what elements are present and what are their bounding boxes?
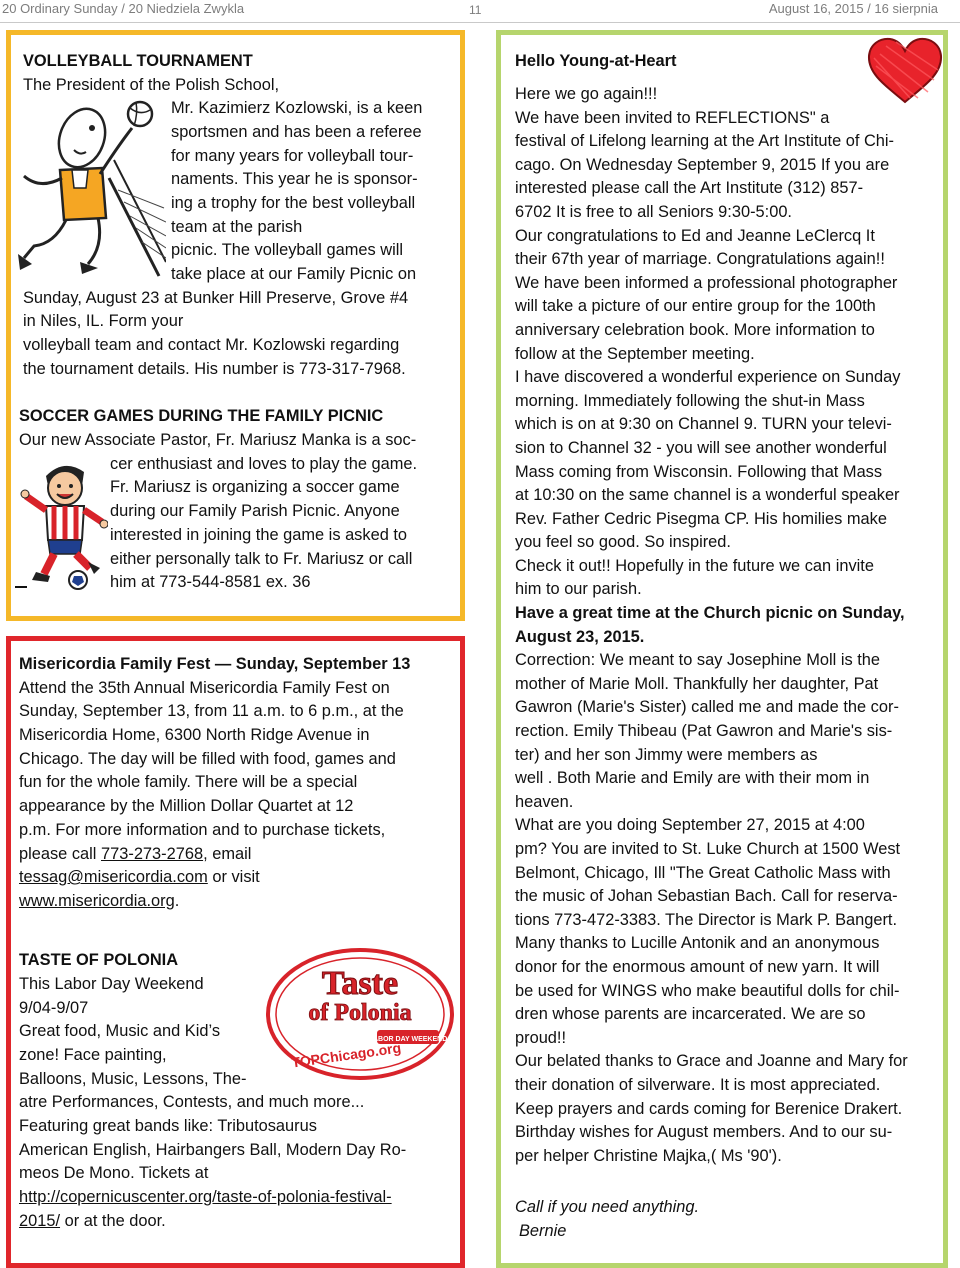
page-number: 11 bbox=[469, 3, 482, 17]
volleyball-line: take place at our Family Picnic on bbox=[171, 265, 417, 283]
volleyball-title: VOLLEYBALL TOURNAMENT bbox=[23, 52, 253, 70]
article-line: Belmont, Chicago, Ill "The Great Catholic Mass with bbox=[515, 863, 891, 882]
article-line: you feel so good. So inspired. bbox=[515, 533, 731, 552]
polonia-link-line2 bbox=[19, 1210, 166, 1234]
soccer-line: either personally talk to Fr. Mariusz or call bbox=[110, 550, 413, 568]
article-line: well . Both Marie and Emily are with their mom in bbox=[515, 769, 870, 788]
volleyball-line: team at the parish bbox=[171, 218, 303, 236]
polonia-line: Balloons, Music, Lessons, The- bbox=[19, 1070, 247, 1088]
article-line: proud!! bbox=[515, 1028, 567, 1047]
polonia-line: Great food, Music and Kid’s bbox=[19, 1022, 221, 1040]
volleyball-line: picnic. The volleyball games will bbox=[171, 241, 403, 259]
misericordia-line: fun for the whole family. There will be a special bbox=[19, 773, 358, 791]
article-line: the music of Johan Sebastian Bach. Call for reserva- bbox=[515, 887, 898, 906]
misericordia-line: Attend the 35th Annual Misericordia Family Fest on bbox=[19, 679, 390, 697]
volleyball-line: the tournament details. His number is 773-317-7968. bbox=[23, 360, 406, 378]
article-line: We have been invited to REFLECTIONS" a bbox=[515, 108, 830, 127]
header-calendar-date: August 16, 2015 / 16 sierpnia bbox=[768, 1, 938, 16]
polonia-line: atre Performances, Contests, and much more... bbox=[19, 1093, 365, 1111]
article-line: Check it out!! Hopefully in the future we can invite bbox=[515, 556, 874, 575]
soccer-title: SOCCER GAMES DURING THE FAMILY PICNIC bbox=[19, 407, 384, 425]
volleyball-line: Mr. Kazimierz Kozlowski, is a keen bbox=[171, 99, 423, 117]
young-at-heart-title: Hello Young-at-Heart bbox=[515, 52, 677, 70]
polonia-line: Featuring great bands like: Tributosaurus bbox=[19, 1117, 317, 1135]
polonia-link[interactable]: http://copernicuscenter.org/taste-of-polonia-festival- bbox=[19, 1188, 392, 1206]
divider-mark bbox=[15, 586, 27, 588]
article-line: ter) and her son Jimmy were members as bbox=[515, 745, 818, 764]
polonia-line: 9/04-9/07 bbox=[19, 999, 89, 1017]
article-line: anniversary celebration book. More information to bbox=[515, 320, 875, 339]
polonia-title: TASTE OF POLONIA bbox=[19, 951, 179, 969]
volleyball-line: Sunday, August 23 at Bunker Hill Preserve, Grove #4 bbox=[23, 289, 409, 307]
volleyball-line: volleyball team and contact Mr. Kozlowski regarding bbox=[23, 336, 400, 354]
volleyball-line: naments. This year he is sponsor- bbox=[171, 170, 418, 188]
email-suffix: or visit bbox=[207, 868, 260, 886]
volleyball-line: sportsmen and has been a referee bbox=[171, 123, 422, 141]
misericordia-contact-line bbox=[19, 843, 251, 867]
picnic-announcement: August 23, 2015. bbox=[515, 627, 645, 646]
article-line: What are you doing September 27, 2015 at 4:00 bbox=[515, 816, 865, 835]
polonia-link-suffix: or at the door. bbox=[60, 1212, 166, 1230]
article-line: Correction: We meant to say Josephine Moll is the bbox=[515, 651, 881, 670]
polonia-line: This Labor Day Weekend bbox=[19, 975, 204, 993]
young-at-heart-text bbox=[515, 83, 908, 1168]
volleyball-line: The President of the Polish School, bbox=[23, 76, 280, 94]
misericordia-line: Chicago. The day will be filled with food, games and bbox=[19, 750, 396, 768]
header-liturgical-date: 20 Ordinary Sunday / 20 Niedziela Zwykla bbox=[2, 1, 245, 16]
soccer-line: him at 773-544-8581 ex. 36 bbox=[110, 573, 311, 591]
misericordia-line: Sunday, September 13, from 11 a.m. to 6 p.m., at the bbox=[19, 702, 404, 720]
misericordia-website-line bbox=[19, 890, 179, 914]
picnic-announcement: Have a great time at the Church picnic on Sunday, bbox=[515, 604, 905, 623]
misericordia-line: p.m. For more information and to purchase tickets, bbox=[19, 821, 386, 839]
website-link[interactable]: www.misericordia.org bbox=[19, 892, 175, 910]
logo-site: TOPChicago.org bbox=[290, 1039, 402, 1071]
article-line: Gawron (Marie's Sister) called me and made the cor- bbox=[515, 698, 899, 717]
soccer-line: during our Family Parish Picnic. Anyone bbox=[110, 502, 400, 520]
article-line: Keep prayers and cards coming for Berenice Drakert. bbox=[515, 1099, 903, 1118]
call-prefix: please call bbox=[19, 845, 102, 863]
article-line: tions 773-472-3383. The Director is Mark P. Bangert. bbox=[515, 910, 898, 929]
article-line: Birthday wishes for August members. And to our su- bbox=[515, 1123, 893, 1142]
article-line: follow at the September meeting. bbox=[515, 344, 755, 363]
article-line: cago. On Wednesday September 9, 2015 If you are bbox=[515, 155, 890, 174]
soccer-line: cer enthusiast and loves to play the game. bbox=[110, 455, 418, 473]
article-line: their 67th year of marriage. Congratulations again!! bbox=[515, 250, 885, 269]
misericordia-title: Misericordia Family Fest — Sunday, September 13 bbox=[19, 655, 411, 673]
phone-link[interactable]: 773-273-2768 bbox=[101, 845, 204, 863]
taste-of-polonia-logo bbox=[265, 948, 455, 1084]
polonia-line: zone! Face painting, bbox=[19, 1046, 167, 1064]
email-link[interactable]: tessag@misericordia.com bbox=[19, 868, 208, 886]
soccer-player-illustration bbox=[20, 456, 108, 590]
article-line: dren whose parents are incarcerated. We are so bbox=[515, 1005, 866, 1024]
email-prefix: , email bbox=[203, 845, 252, 863]
article-line: Rev. Father Cedric Pisegma CP. His homilies make bbox=[515, 509, 887, 528]
misericordia-email-line bbox=[19, 866, 260, 890]
page-header bbox=[0, 0, 960, 23]
article-line: donor for the enormous amount of new yarn. It will bbox=[515, 957, 880, 976]
article-line: Here we go again!!! bbox=[515, 85, 658, 103]
logo-title-1: Taste bbox=[321, 965, 399, 1002]
volleyball-line: ing a trophy for the best volleyball bbox=[171, 194, 416, 212]
volleyball-line: for many years for volleyball tour- bbox=[171, 147, 414, 165]
article-line: him to our parish. bbox=[515, 580, 642, 599]
polonia-line: meos De Mono. Tickets at bbox=[19, 1164, 209, 1182]
soccer-line: Our new Associate Pastor, Fr. Mariusz Manka is a soc- bbox=[19, 431, 417, 449]
article-line: Many thanks to Lucille Antonik and an anonymous bbox=[515, 934, 880, 953]
article-line: pm? You are invited to St. Luke Church at 1500 West bbox=[515, 840, 901, 858]
closing-line: Call if you need anything. bbox=[515, 1198, 700, 1216]
website-suffix: . bbox=[174, 892, 180, 910]
article-line: will take a picture of our entire group for the 100th bbox=[515, 297, 876, 316]
misericordia-line: Misericordia Home, 6300 North Ridge Avenue in bbox=[19, 726, 370, 744]
article-line: Mass coming from Wisconsin. Following that Mass bbox=[515, 462, 883, 481]
misericordia-line: appearance by the Million Dollar Quartet at 12 bbox=[19, 797, 354, 815]
volleyball-player-illustration bbox=[14, 98, 166, 278]
article-line: Our congratulations to Ed and Jeanne LeClercq It bbox=[515, 226, 875, 245]
article-line: rection. Emily Thibeau (Pat Gawron and Marie's sis- bbox=[515, 722, 893, 741]
polonia-line: American English, Hairbangers Ball, Modern Day Ro- bbox=[19, 1141, 407, 1159]
article-line: mother of Marie Moll. Thankfully her daughter, Pat bbox=[515, 674, 879, 693]
soccer-line: Fr. Mariusz is organizing a soccer game bbox=[110, 478, 400, 496]
signature: Bernie bbox=[519, 1222, 567, 1240]
article-line: festival of Lifelong learning at the Art Institute of Chi- bbox=[515, 132, 895, 151]
article-line: morning. Immediately following the shut-in Mass bbox=[515, 391, 865, 410]
article-line: 6702 It is free to all Seniors 9:30-5:00. bbox=[515, 202, 792, 221]
logo-title-2: of Polonia bbox=[308, 1000, 412, 1026]
article-line: which is on at 9:30 on Channel 9. TURN your televi- bbox=[515, 415, 892, 434]
article-line: Our belated thanks to Grace and Joanne and Mary for bbox=[515, 1052, 908, 1071]
article-line: We have been informed a professional photographer bbox=[515, 273, 898, 292]
article-line: per helper Christine Majka,( Ms '90'). bbox=[515, 1146, 782, 1165]
soccer-line: interested in joining the game is asked to bbox=[110, 526, 408, 544]
article-line: at 10:30 on the same channel is a wonderful speaker bbox=[515, 486, 900, 505]
logo-badge: LABOR DAY WEEKEND bbox=[368, 1036, 448, 1043]
article-line: I have discovered a wonderful experience on Sunday bbox=[515, 368, 901, 387]
article-line: be used for WINGS who make beautiful dolls for chil- bbox=[515, 981, 900, 1000]
article-line: heaven. bbox=[515, 792, 574, 811]
polonia-link-continued[interactable]: 2015/ bbox=[19, 1212, 61, 1230]
article-line: interested please call the Art Institute (312) 857- bbox=[515, 179, 864, 198]
volleyball-line: in Niles, IL. Form your bbox=[23, 312, 184, 330]
article-line: sion to Channel 32 - you will see another wonderful bbox=[515, 438, 887, 457]
article-line: their donation of silverware. It is most appreciated. bbox=[515, 1075, 881, 1094]
